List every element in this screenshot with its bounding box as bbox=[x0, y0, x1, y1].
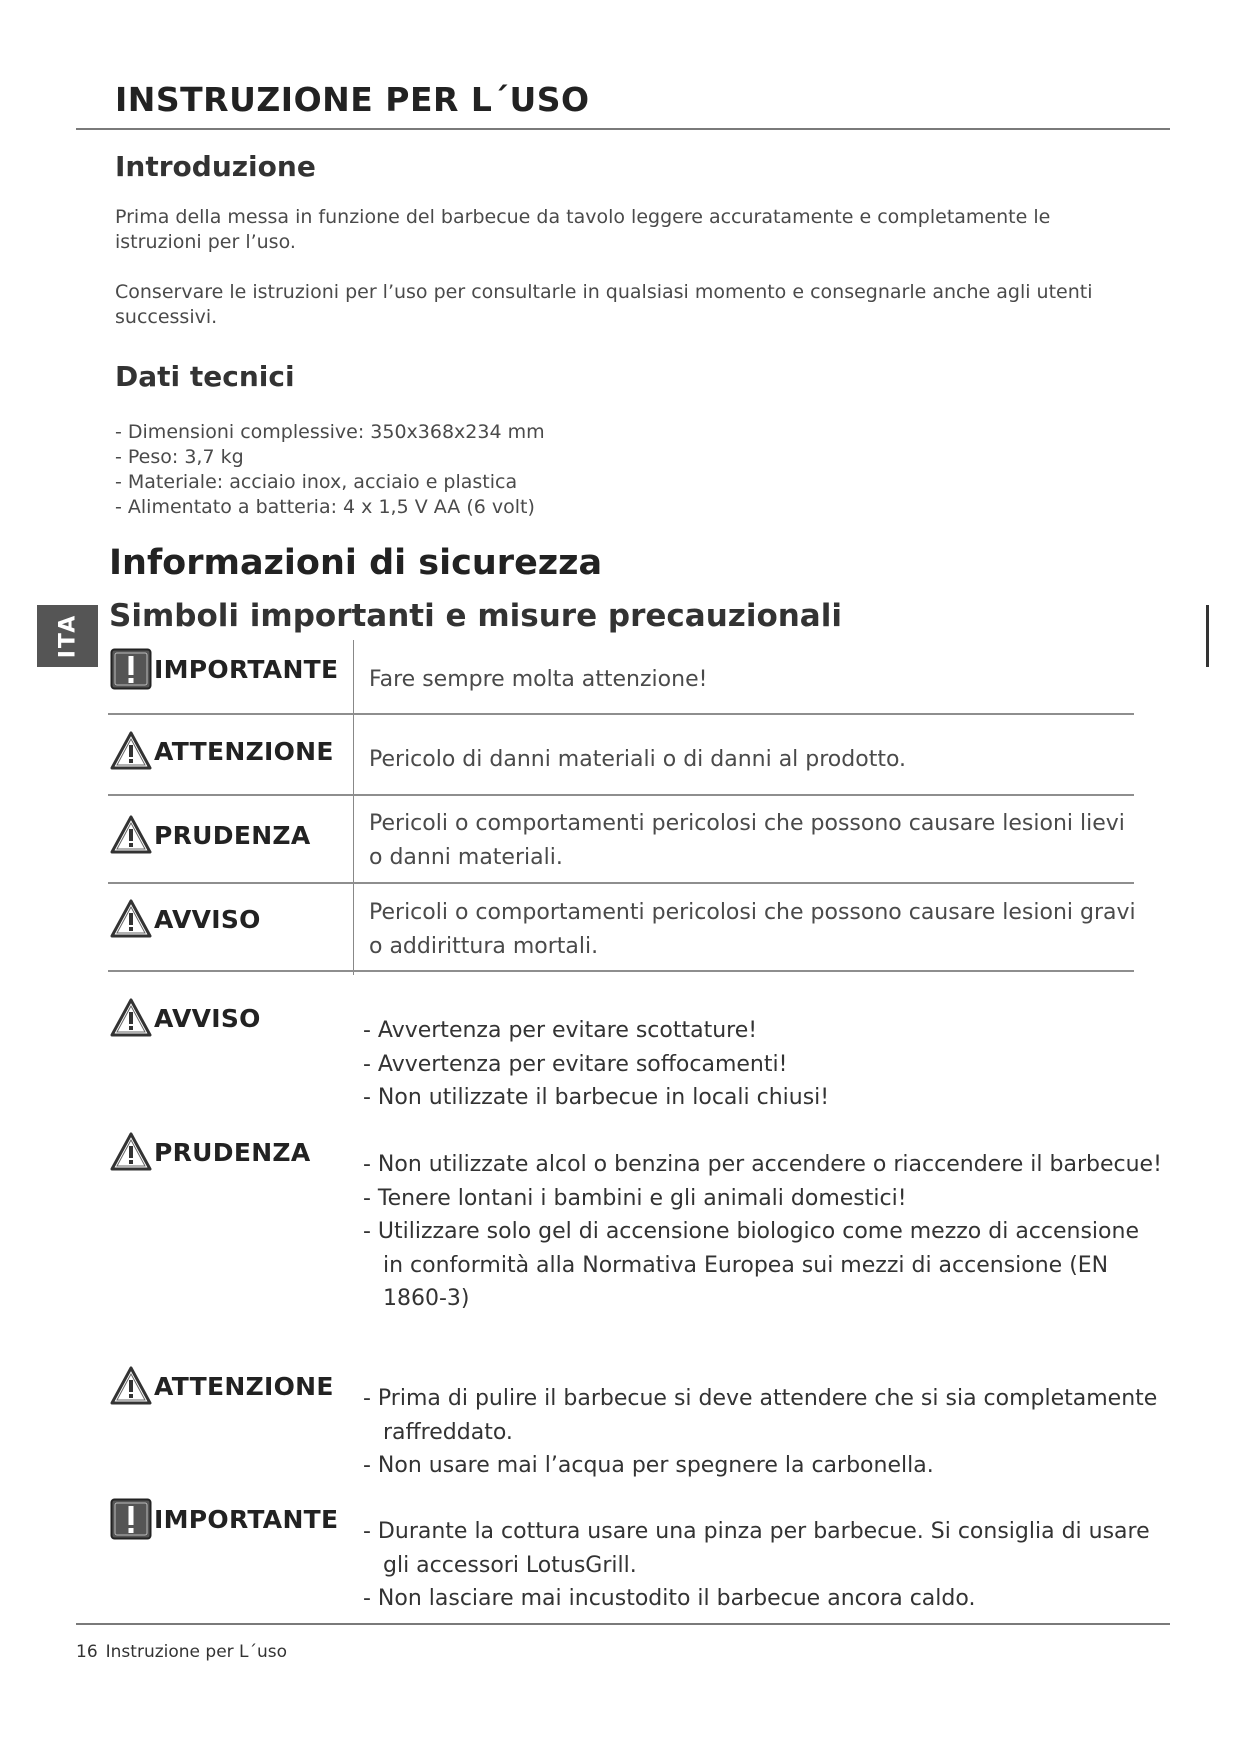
table-label: ATTENZIONE bbox=[154, 736, 334, 766]
note-label-prudence bbox=[110, 1131, 311, 1173]
language-tab: ITA bbox=[37, 605, 98, 667]
table-label: AVVISO bbox=[154, 904, 261, 934]
table-row-rule bbox=[108, 794, 1134, 796]
note-list-warning bbox=[363, 1014, 1163, 1115]
note-item: - Non usare mai l’acqua per spegnere la carbonella. bbox=[363, 1453, 934, 1478]
note-item: - Durante la cottura usare una pinza per barbecue. Si consiglia di usare gli accessori LotusGrill. bbox=[363, 1519, 1150, 1578]
spec-item: - Alimentato a batteria: 4 x 1,5 V AA (6 volt) bbox=[115, 496, 535, 518]
intro-paragraph-1: Prima della messa in funzione del barbecue da tavolo leggere accuratamente e completamente le istruzioni per l’uso. bbox=[115, 206, 1051, 253]
spec-item: - Dimensioni complessive: 350x368x234 mm bbox=[115, 421, 545, 443]
table-label: PRUDENZA bbox=[154, 820, 311, 850]
note-list-prudence bbox=[363, 1148, 1163, 1316]
note-list-important bbox=[363, 1515, 1163, 1616]
table-row-label-attention bbox=[110, 730, 334, 772]
table-divider bbox=[353, 640, 354, 975]
page-title: INSTRUZIONE PER L´USO bbox=[115, 80, 590, 119]
page-footer bbox=[76, 1642, 295, 1662]
note-label-warning bbox=[110, 997, 261, 1039]
warning-triangle-icon bbox=[110, 814, 152, 856]
table-description: Pericolo di danni materiali o di danni al prodotto. bbox=[369, 747, 907, 772]
note-item: - Avvertenza per evitare scottature! bbox=[363, 1018, 758, 1043]
table-description: Fare sempre molta attenzione! bbox=[369, 667, 708, 692]
exclamation-box-icon bbox=[110, 1498, 152, 1540]
footer-rule bbox=[76, 1623, 1170, 1625]
note-item: - Non utilizzate alcol o benzina per accendere o riaccendere il barbecue! bbox=[363, 1152, 1162, 1177]
table-row-label-warning bbox=[110, 898, 261, 940]
note-label: IMPORTANTE bbox=[154, 1504, 339, 1534]
table-row-rule bbox=[108, 970, 1134, 972]
note-label: ATTENZIONE bbox=[154, 1371, 334, 1401]
safety-subheading: Simboli importanti e misure precauzionali bbox=[109, 598, 842, 634]
table-row-label-important bbox=[110, 648, 338, 690]
safety-heading: Informazioni di sicurezza bbox=[109, 543, 603, 583]
intro-heading: Introduzione bbox=[115, 150, 316, 183]
table-row-rule bbox=[108, 882, 1134, 884]
table-description: Pericoli o comportamenti pericolosi che possono causare lesioni gravi o addirittura mortali. bbox=[369, 900, 1136, 959]
specs-heading: Dati tecnici bbox=[115, 360, 295, 393]
exclamation-box-icon bbox=[110, 648, 152, 690]
header-rule bbox=[76, 128, 1170, 130]
note-list-attention bbox=[363, 1382, 1163, 1483]
footer-text: Instruzione per L´uso bbox=[105, 1642, 288, 1662]
note-label-attention bbox=[110, 1365, 334, 1407]
note-item: - Tenere lontani i bambini e gli animali domestici! bbox=[363, 1185, 907, 1211]
intro-paragraph-2: Conservare le istruzioni per l’uso per consultarle in qualsiasi momento e consegnarle anche agli utenti successivi. bbox=[115, 281, 1093, 328]
specs-list bbox=[115, 420, 545, 520]
note-item: - Non lasciare mai incustodito il barbecue ancora caldo. bbox=[363, 1586, 976, 1611]
note-label: PRUDENZA bbox=[154, 1137, 311, 1167]
spec-item: - Peso: 3,7 kg bbox=[115, 446, 244, 468]
note-label: AVVISO bbox=[154, 1003, 261, 1033]
note-item: - Non utilizzate il barbecue in locali chiusi! bbox=[363, 1085, 830, 1110]
warning-triangle-icon bbox=[110, 730, 152, 772]
table-label: IMPORTANTE bbox=[154, 654, 339, 684]
page-number: 16 bbox=[76, 1642, 98, 1662]
note-item: - Utilizzare solo gel di accensione biologico come mezzo di accensione in conformità alla Normativa Europea sui mezzi di accensione (EN 1860-3) bbox=[363, 1219, 1139, 1311]
table-description: Pericoli o comportamenti pericolosi che possono causare lesioni lievi o danni materiali. bbox=[369, 811, 1125, 870]
warning-triangle-icon bbox=[110, 1131, 152, 1173]
spec-item: - Materiale: acciaio inox, acciaio e plastica bbox=[115, 471, 518, 493]
warning-triangle-icon bbox=[110, 997, 152, 1039]
table-row-label-prudence bbox=[110, 814, 311, 856]
note-item: - Avvertenza per evitare soffocamenti! bbox=[363, 1051, 788, 1077]
note-label-important bbox=[110, 1498, 338, 1540]
side-marker bbox=[1206, 605, 1209, 667]
warning-triangle-icon bbox=[110, 898, 152, 940]
table-row-rule bbox=[108, 713, 1134, 715]
note-item: - Prima di pulire il barbecue si deve attendere che si sia completamente raffreddato. bbox=[363, 1386, 1158, 1445]
warning-triangle-icon bbox=[110, 1365, 152, 1407]
